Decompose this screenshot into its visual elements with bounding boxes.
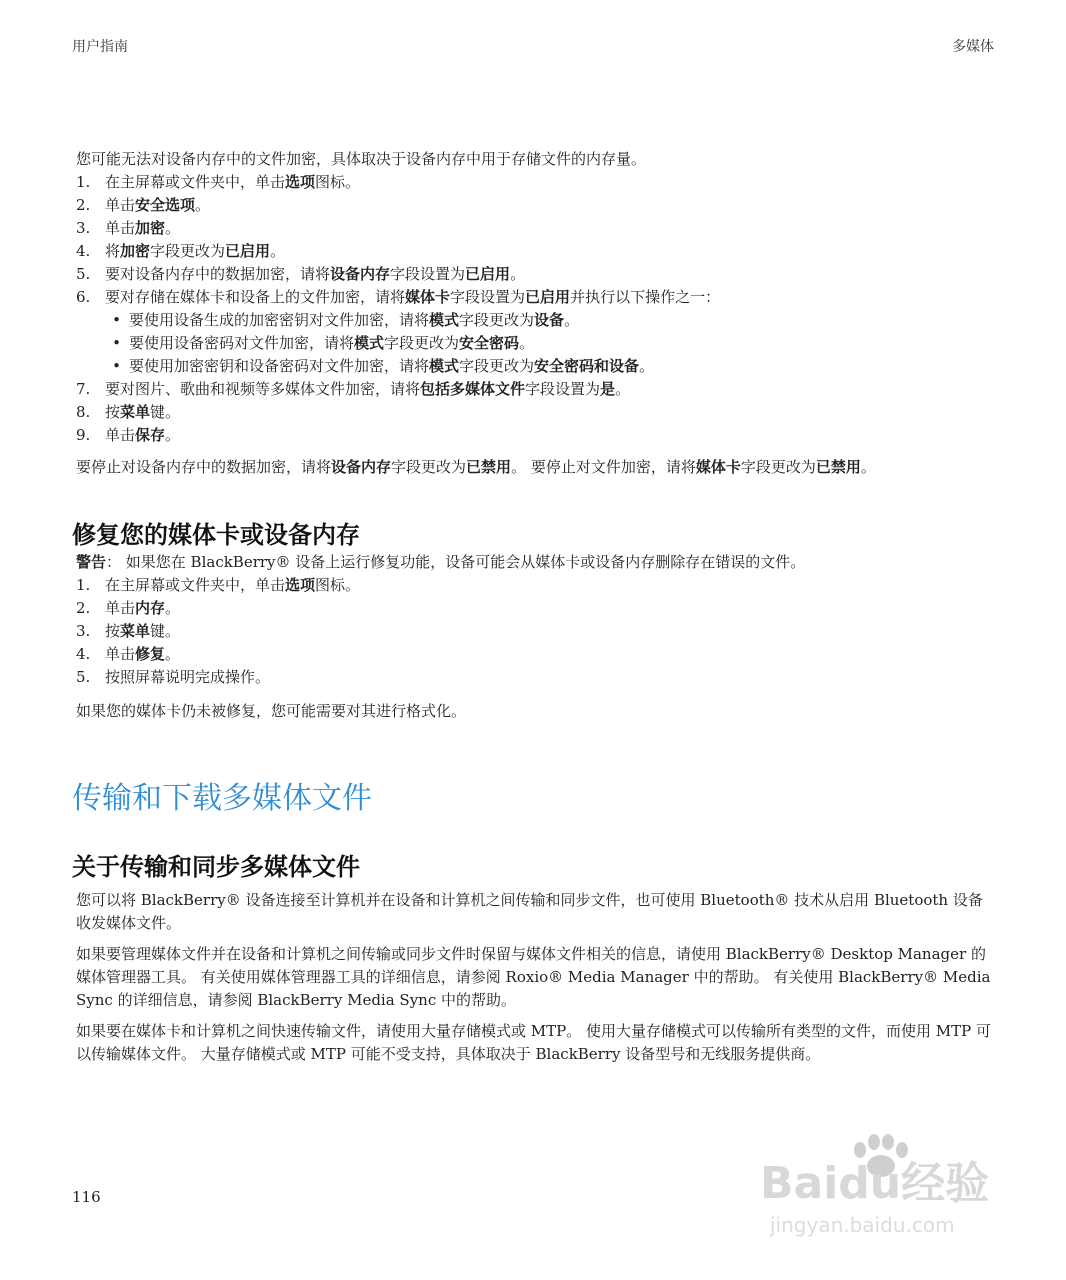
bullet-item: • 要使用加密密钥和设备密码对文件加密，请将模式字段更改为安全密码和设备。 [112,357,655,375]
bullet-item: • 要使用设备密码对文件加密，请将模式字段更改为安全密码。 [112,334,535,352]
list-item: 1. 在主屏幕或文件夹中，单击选项图标。 [76,173,361,191]
list-item: 9. 单击保存。 [76,426,181,444]
repair-heading: 修复您的媒体卡或设备内存 [72,521,360,549]
encrypt-intro: 您可能无法对设备内存中的文件加密，具体取决于设备内存中用于存储文件的内存量。 [76,150,647,168]
list-item: 6. 要对存储在媒体卡和设备上的文件加密，请将媒体卡字段设置为已启用并执行以下操作之一： [76,288,721,306]
section-title: 关于传输和同步多媒体文件 [72,853,360,881]
baidu-watermark [760,1120,1020,1240]
list-item: 5. 按照屏幕说明完成操作。 [76,668,271,686]
list-item: 2. 单击安全选项。 [76,196,211,214]
page-content [72,148,996,1074]
repair-outro: 如果您的媒体卡仍未被修复，您可能需要对其进行格式化。 [76,702,467,720]
list-item: 1. 在主屏幕或文件夹中，单击选项图标。 [76,576,361,594]
chapter-title: 传输和下载多媒体文件 [72,781,372,816]
repair-warning: 警告： 如果您在 BlackBerry® 设备上运行修复功能，设备可能会从媒体卡或设备内存删除存在错误的文件。 [76,553,806,571]
list-item: 4. 单击修复。 [76,645,181,663]
encrypt-steps-continued [76,378,996,447]
transfer-paragraph: 如果要管理媒体文件并在设备和计算机之间传输或同步文件时保留与媒体文件相关的信息，请使用 BlackBerry® Desktop Manager 的媒体管理器工具。 有关使用媒体管理器工具的详细信息，请参阅 Roxio® Media Manager 中的帮助。 有关使用 BlackBerry® Media Sync 的详细信息，请参阅 BlackBerry Media Sync 中的帮助。 [76,945,991,1009]
list-item: 2. 单击内存。 [76,599,181,617]
list-item: 3. 单击加密。 [76,219,181,237]
list-item: 4. 将加密字段更改为已启用。 [76,242,286,260]
encrypt-outro: 要停止对设备内存中的数据加密，请将设备内存字段更改为已禁用。 要停止对文件加密，请将媒体卡字段更改为已禁用。 [76,458,876,476]
header-left: 用户指南 [72,39,128,55]
bullet-item: • 要使用设备生成的加密密钥对文件加密，请将模式字段更改为设备。 [112,311,580,329]
watermark-logo: Baidu经验 [760,1158,990,1209]
repair-steps [76,574,996,689]
transfer-paragraph: 您可以将 BlackBerry® 设备连接至计算机并在设备和计算机之间传输和同步文件，也可使用 Bluetooth® 技术从启用 Bluetooth 设备收发媒体文件。 [76,891,983,932]
transfer-paragraph: 如果要在媒体卡和计算机之间快速传输文件，请使用大量存储模式或 MTP。 使用大量存储模式可以传输所有类型的文件，而使用 MTP 可以传输媒体文件。 大量存储模式或 MTP 可能不受支持，具体取决于 BlackBerry 设备型号和无线服务提供商。 [76,1022,991,1063]
encrypt-steps [76,171,996,309]
list-item: 7. 要对图片、歌曲和视频等多媒体文件加密，请将包括多媒体文件字段设置为是。 [76,380,631,398]
list-item: 8. 按菜单键。 [76,403,181,421]
list-item: 3. 按菜单键。 [76,622,181,640]
list-item: 5. 要对设备内存中的数据加密，请将设备内存字段设置为已启用。 [76,265,526,283]
page-number: 116 [72,1188,101,1206]
watermark-url: jingyan.baidu.com [770,1213,955,1237]
encrypt-mode-bullets [76,309,996,378]
header-right: 多媒体 [952,39,994,55]
